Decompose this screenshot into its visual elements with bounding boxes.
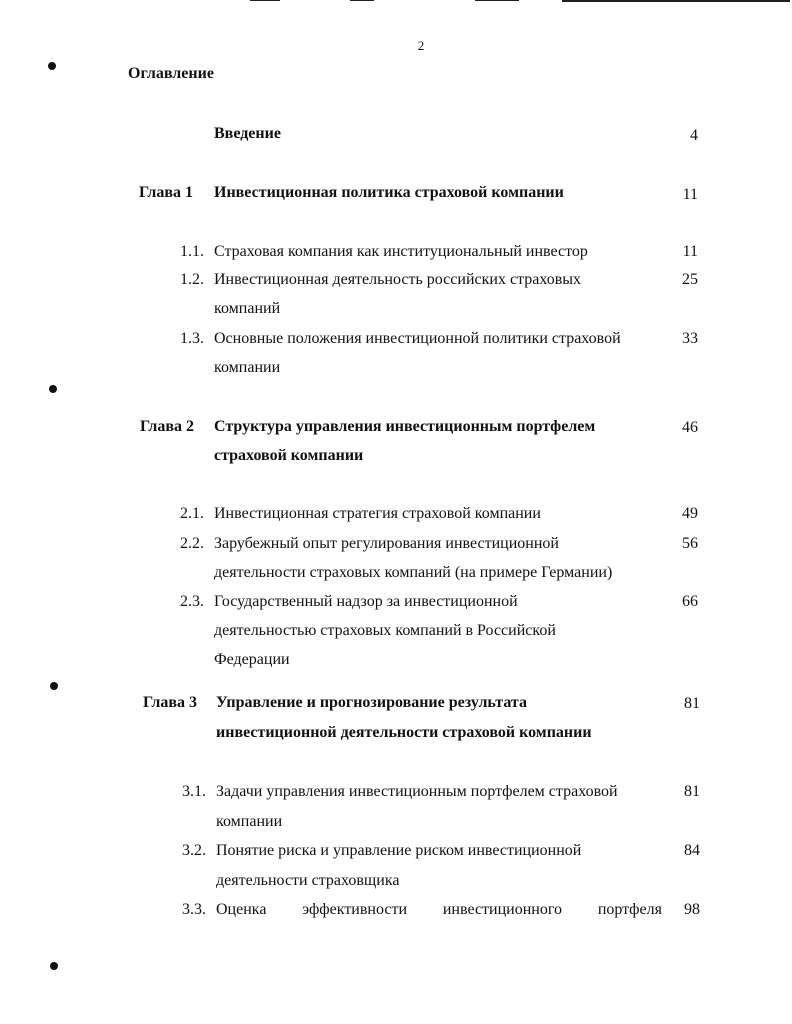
section-title: Основные положения инвестиционной политики страховой [214, 330, 621, 347]
binder-hole-mark [50, 682, 58, 690]
section-title: Государственный надзор за инвестиционной [214, 593, 518, 610]
section-page: 56 [682, 535, 698, 552]
scan-line-artifact [562, 0, 790, 2]
section-page: 98 [684, 901, 700, 918]
chapter-title: инвестиционной деятельности страховой компании [216, 724, 592, 741]
section-number: 3.3. [182, 901, 206, 918]
section-title: деятельностью страховых компаний в Российской [214, 622, 556, 639]
chapter-page: 11 [682, 186, 698, 203]
section-title-word: инвестиционного [442, 901, 563, 918]
section-number: 3.1. [182, 783, 206, 800]
section-title: Инвестиционная стратегия страховой компании [214, 505, 541, 522]
section-title: деятельности страховщика [216, 872, 400, 889]
section-title-justified [216, 900, 662, 920]
section-page: 33 [682, 330, 698, 347]
chapter-page: 46 [682, 419, 698, 436]
section-page: 81 [684, 783, 700, 800]
section-page: 25 [682, 271, 698, 288]
chapter-label: Глава 1 [139, 184, 193, 201]
scan-line-artifact [250, 0, 280, 1]
section-number: 1.2. [180, 271, 204, 288]
chapter-title: страховой компании [214, 447, 364, 464]
section-title-word: Оценка [216, 901, 267, 918]
section-title-word: эффективности [302, 901, 408, 918]
section-number: 2.1. [180, 505, 204, 522]
binder-hole-mark [48, 62, 56, 70]
chapter-title: Структура управления инвестиционным портфелем [214, 418, 596, 435]
intro-label: Введение [214, 125, 281, 142]
chapter-title: Инвестиционная политика страховой компании [214, 184, 564, 201]
section-number: 2.2. [180, 535, 204, 552]
section-title: Страховая компания как институциональный инвестор [214, 243, 588, 260]
chapter-page: 81 [684, 695, 700, 712]
section-page: 66 [682, 593, 698, 610]
section-number: 1.3. [180, 330, 204, 347]
section-page: 11 [682, 243, 698, 260]
section-title: Инвестиционная деятельность российских страховых [214, 271, 582, 288]
scan-line-artifact [475, 0, 519, 1]
chapter-title: Управление и прогнозирование результата [216, 694, 527, 711]
section-title: компании [214, 359, 281, 376]
section-number: 1.1. [180, 243, 204, 260]
binder-hole-mark [49, 385, 57, 393]
section-title: Задачи управления инвестиционным портфелем страховой [216, 783, 618, 800]
chapter-label: Глава 2 [140, 418, 194, 435]
section-title: Зарубежный опыт регулирования инвестиционной [214, 535, 559, 552]
binder-hole-mark [50, 962, 58, 970]
section-title: деятельности страховых компаний (на примере Германии) [214, 564, 613, 581]
section-number: 2.3. [180, 593, 204, 610]
intro-page: 4 [690, 127, 698, 144]
scan-line-artifact [350, 0, 374, 1]
page-number: 2 [417, 38, 425, 53]
toc-heading: Оглавление [128, 65, 214, 82]
chapter-label: Глава 3 [143, 694, 197, 711]
section-page: 84 [684, 842, 700, 859]
section-page: 49 [682, 505, 698, 522]
section-title: Федерации [214, 651, 290, 668]
section-title-word: портфеля [597, 901, 662, 918]
section-title: компаний [214, 300, 281, 317]
section-number: 3.2. [182, 842, 206, 859]
section-title: компании [216, 813, 283, 830]
section-title: Понятие риска и управление риском инвестиционной [216, 842, 582, 859]
